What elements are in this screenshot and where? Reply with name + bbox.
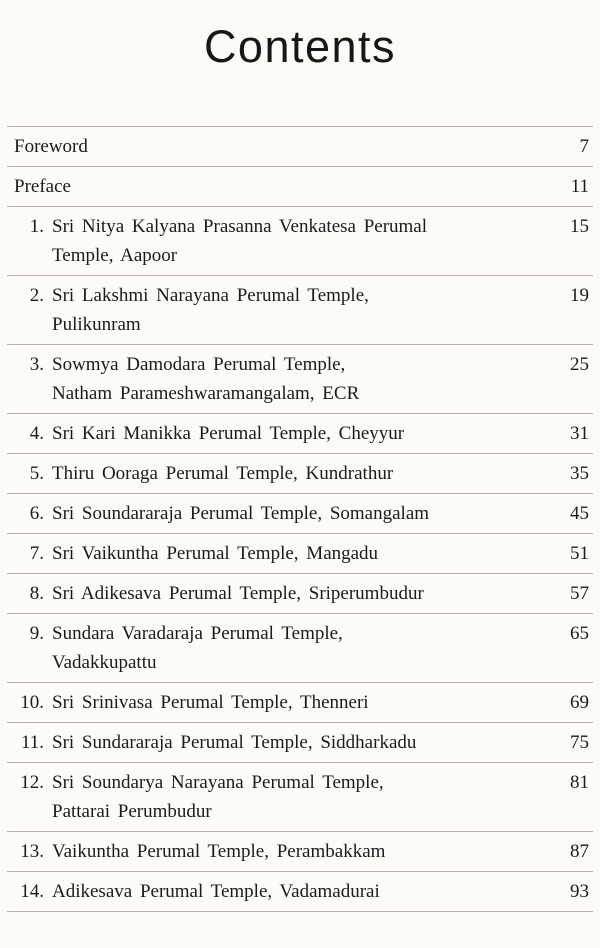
- page-number: 25: [570, 354, 589, 375]
- entry-number: 11.: [20, 732, 44, 753]
- entry-title-line2: Natham Parameshwaramangalam, ECR: [52, 383, 360, 404]
- entry-title: Sri Adikesava Perumal Temple, Sriperumbudur: [52, 583, 424, 604]
- toc-row-11: [7, 723, 593, 763]
- entry-number: 14.: [20, 881, 44, 902]
- entry-title-line1: Sri Lakshmi Narayana Perumal Temple,: [52, 285, 369, 306]
- toc-row-foreword: [7, 127, 593, 167]
- entry-number: 4.: [29, 423, 44, 444]
- page-number: 75: [570, 732, 589, 753]
- page-number: 93: [570, 881, 589, 902]
- entry-title: Sri Vaikuntha Perumal Temple, Mangadu: [52, 543, 379, 564]
- entry-title: Adikesava Perumal Temple, Vadamadurai: [52, 881, 380, 902]
- entry-title-line1: Sundara Varadaraja Perumal Temple,: [52, 623, 343, 644]
- toc-row-14: [7, 872, 593, 912]
- page-number: 57: [570, 583, 589, 604]
- toc-row-5: [7, 454, 593, 494]
- toc-row-1: [7, 207, 593, 276]
- page-title: Contents: [203, 21, 397, 72]
- entry-title: Vaikuntha Perumal Temple, Perambakkam: [52, 841, 386, 862]
- toc-row-10: [7, 683, 593, 723]
- entry-title: [52, 212, 543, 270]
- toc-row-4: [7, 414, 593, 454]
- entry-title-line1: Sri Nitya Kalyana Prasanna Venkatesa Perumal: [52, 216, 428, 237]
- entry-title-line1: Sri Soundarya Narayana Perumal Temple,: [52, 772, 384, 793]
- entry-number: 1.: [29, 216, 44, 237]
- page-number: 45: [570, 503, 589, 524]
- entry-title: [52, 350, 543, 408]
- toc-row-3: [7, 345, 593, 414]
- entry-number: 5.: [29, 463, 44, 484]
- toc-row-6: [7, 494, 593, 534]
- page-number: 69: [570, 692, 589, 713]
- entry-title: [52, 768, 543, 826]
- page-number: 87: [570, 841, 589, 862]
- entry-title: Thiru Ooraga Perumal Temple, Kundrathur: [52, 463, 394, 484]
- front-matter-label: Foreword: [14, 136, 88, 157]
- entry-number: 8.: [29, 583, 44, 604]
- entry-title-line2: Temple, Aapoor: [52, 245, 178, 266]
- entry-number: 7.: [29, 543, 44, 564]
- entry-number: 3.: [29, 354, 44, 375]
- contents-page: [0, 22, 600, 948]
- toc-row-9: [7, 614, 593, 683]
- entry-number: 2.: [29, 285, 44, 306]
- entry-title-line1: Sowmya Damodara Perumal Temple,: [52, 354, 346, 375]
- entry-title: Sri Soundararaja Perumal Temple, Somangalam: [52, 503, 430, 524]
- entry-number: 13.: [20, 841, 44, 862]
- entry-number: 6.: [29, 503, 44, 524]
- entry-title: Sri Kari Manikka Perumal Temple, Cheyyur: [52, 423, 405, 444]
- toc-list: [7, 126, 593, 912]
- toc-row-8: [7, 574, 593, 614]
- front-matter-label: Preface: [14, 176, 71, 197]
- toc-row-12: [7, 763, 593, 832]
- entry-title-line2: Vadakkupattu: [52, 652, 157, 673]
- entry-title: Sri Srinivasa Perumal Temple, Thenneri: [52, 692, 369, 713]
- entry-number: 9.: [29, 623, 44, 644]
- page-number: 11: [570, 176, 589, 197]
- toc-row-7: [7, 534, 593, 574]
- toc-row-preface: [7, 167, 593, 207]
- page-number: 31: [570, 423, 589, 444]
- page-number: 35: [570, 463, 589, 484]
- page-number: 15: [570, 216, 589, 237]
- page-number: 65: [570, 623, 589, 644]
- page-number: 19: [570, 285, 589, 306]
- entry-number: 10.: [20, 692, 44, 713]
- page-number: 7: [579, 136, 589, 157]
- page-number: 81: [570, 772, 589, 793]
- entry-title-line2: Pulikunram: [52, 314, 141, 335]
- entry-title: Sri Sundararaja Perumal Temple, Siddharkadu: [52, 732, 417, 753]
- entry-number: 12.: [20, 772, 44, 793]
- toc-row-13: [7, 832, 593, 872]
- page-number: 51: [570, 543, 589, 564]
- entry-title-line2: Pattarai Perumbudur: [52, 801, 212, 822]
- entry-title: [52, 281, 543, 339]
- entry-title: [52, 619, 543, 677]
- toc-row-2: [7, 276, 593, 345]
